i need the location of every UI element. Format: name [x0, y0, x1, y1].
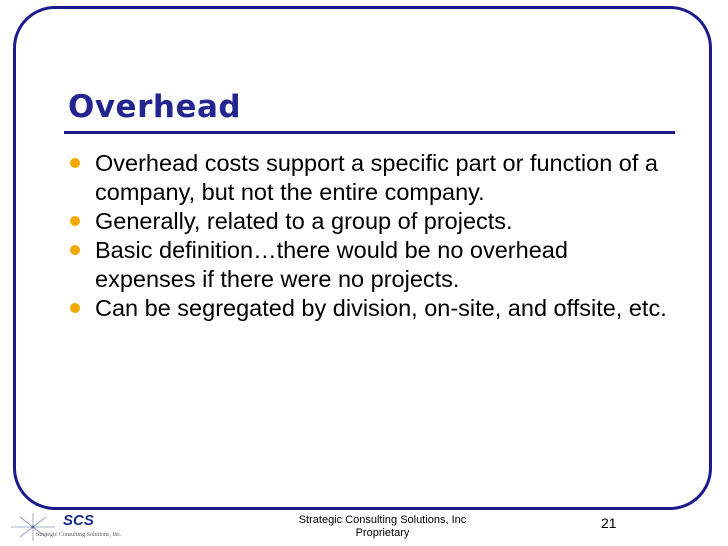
slide-number: 21 [601, 515, 617, 531]
footer-proprietary: Proprietary [355, 527, 410, 539]
bullet-text: Basic definition…there would be no overhead expenses if there were no projects. [95, 237, 568, 292]
bullet-list [70, 149, 670, 323]
bullet-dot-icon [70, 216, 80, 226]
bullet-text: Can be segregated by division, on-site, and offsite, etc. [95, 295, 667, 321]
bullet-dot-icon [70, 245, 80, 255]
bullet-item [70, 294, 670, 323]
logo-subtext: Strategic Consulting Solutions, Inc. [36, 532, 122, 538]
footer-company-name: Strategic Consulting Solutions, Inc [298, 514, 467, 526]
bullet-dot-icon [70, 303, 80, 313]
slide-title: Overhead [68, 89, 242, 125]
bullet-text: Overhead costs support a specific part or function of a company, but not the entire company. [95, 150, 658, 205]
bullet-item [70, 207, 670, 236]
title-underline [64, 131, 675, 134]
bullet-text: Generally, related to a group of projects. [95, 208, 513, 234]
company-logo [8, 512, 120, 542]
bullet-item [70, 149, 670, 207]
logo-wordmark: SCS [63, 512, 94, 529]
bullet-item [70, 236, 670, 294]
footer-company [290, 514, 475, 540]
bullet-dot-icon [70, 158, 80, 168]
